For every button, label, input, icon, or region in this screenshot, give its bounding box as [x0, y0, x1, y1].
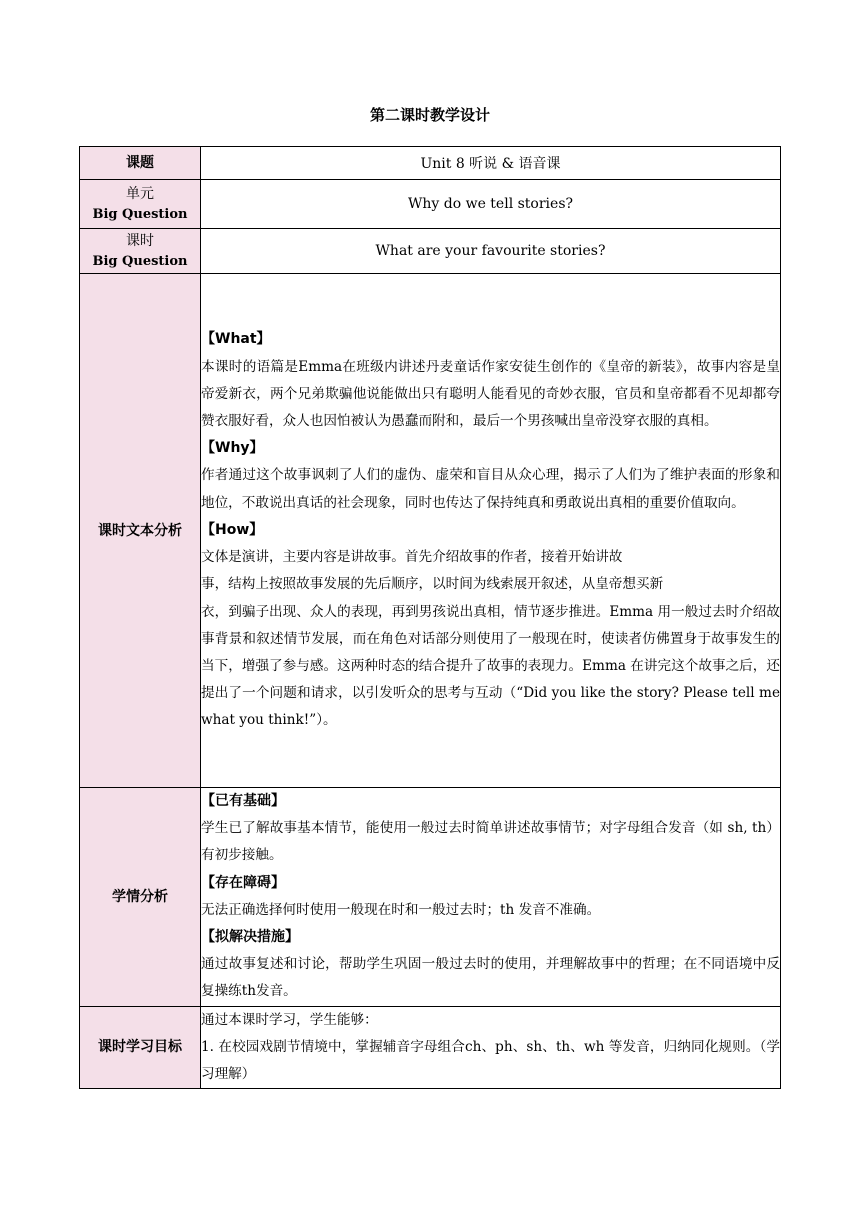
measure-paragraph: 通过故事复述和讨论，帮助学生巩固一般过去时的使用，并理解故事中的哲理；在不同语境中反复操练th发音。	[201, 956, 780, 1000]
unit-big-question-value: Why do we tell stories?	[201, 180, 781, 229]
learner-analysis-content	[201, 788, 781, 1007]
why-heading: 【Why】	[201, 440, 264, 457]
measure-heading: 【拟解决措施】	[201, 929, 299, 946]
text-analysis-content	[201, 274, 781, 788]
how-line-1: 文体是演讲，主要内容是讲故事。首先介绍故事的作者，接着开始讲故	[201, 549, 623, 566]
what-paragraph: 本课时的语篇是Emma在班级内讲述丹麦童话作家安徒生创作的《皇帝的新装》，故事内容是皇帝爱新衣，两个兄弟欺骗他说能做出只有聪明人能看见的奇妙衣服，官员和皇帝都看不见却都夸赞衣服好看，众人也因怕被认为愚蠢而附和，最后一个男孩喊出皇帝没穿衣服的真相。	[201, 358, 780, 430]
lesson-big-question-value: What are your favourite stories?	[201, 229, 781, 274]
how-line-2: 事，结构上按照故事发展的先后顺序，以时间为线索展开叙述，从皇帝想买新	[201, 576, 664, 593]
table-row-topic	[80, 147, 781, 180]
how-paragraph: 衣，到骗子出现、众人的表现，再到男孩说出真相，情节逐步推进。Emma 用一般过去时介绍故事背景和叙述情节发展，而在角色对话部分则使用了一般现在时，使读者仿佛置身于故事发生的当下，增强了参与感。这两种时态的结合提升了故事的表现力。Emma 在讲完这个故事之后，还提出了一个问题和请求，以引发听众的思考与互动（“Did you like the story? Please tell me what you think!”）。	[201, 603, 780, 729]
table-row-text-analysis	[80, 274, 781, 788]
why-paragraph: 作者通过这个故事讽刺了人们的虚伪、虚荣和盲目从众心理，揭示了人们为了维护表面的形象和地位，不敢说出真话的社会现象，同时也传达了保持纯真和勇敢说出真相的重要价值取向。	[201, 467, 780, 511]
how-heading: 【How】	[201, 521, 264, 538]
topic-value: Unit 8 听说 & 语音课	[201, 147, 781, 180]
basis-heading: 【已有基础】	[201, 793, 285, 809]
lesson-label-sub: Big Question	[92, 254, 188, 269]
obstacle-paragraph: 无法正确选择何时使用一般现在时和一般过去时；th 发音不准确。	[201, 901, 601, 918]
learner-analysis-label: 学情分析	[80, 788, 201, 1007]
obstacle-heading: 【存在障碍】	[201, 874, 285, 891]
topic-label: 课题	[80, 147, 201, 180]
document-title: 第二课时教学设计	[369, 106, 490, 124]
objective-item-1: 1. 在校园戏剧节情境中，掌握辅音字母组合ch、ph、sh、th、wh 等发音，归纳同化规则。（学习理解）	[201, 1038, 780, 1083]
unit-label-main: 单元	[126, 186, 154, 202]
lesson-plan-table	[79, 146, 781, 1089]
unit-big-question-label	[80, 180, 201, 229]
table-row-learner-analysis	[80, 788, 781, 1007]
objectives-intro: 通过本课时学习，学生能够：	[201, 1011, 378, 1028]
table-row-unit-big-question	[80, 180, 781, 229]
lesson-big-question-label	[80, 229, 201, 274]
objectives-label: 课时学习目标	[80, 1006, 201, 1089]
basis-paragraph: 学生已了解故事基本情节，能使用一般过去时简单讲述故事情节；对字母组合发音（如 sh, th）有初步接触。	[201, 820, 780, 864]
objectives-content	[201, 1006, 781, 1089]
table-row-objectives	[80, 1006, 781, 1089]
table-row-lesson-big-question	[80, 229, 781, 274]
text-analysis-label: 课时文本分析	[80, 274, 201, 788]
unit-label-sub: Big Question	[92, 207, 188, 222]
lesson-label-main: 课时	[126, 233, 154, 249]
what-heading: 【What】	[201, 331, 271, 348]
